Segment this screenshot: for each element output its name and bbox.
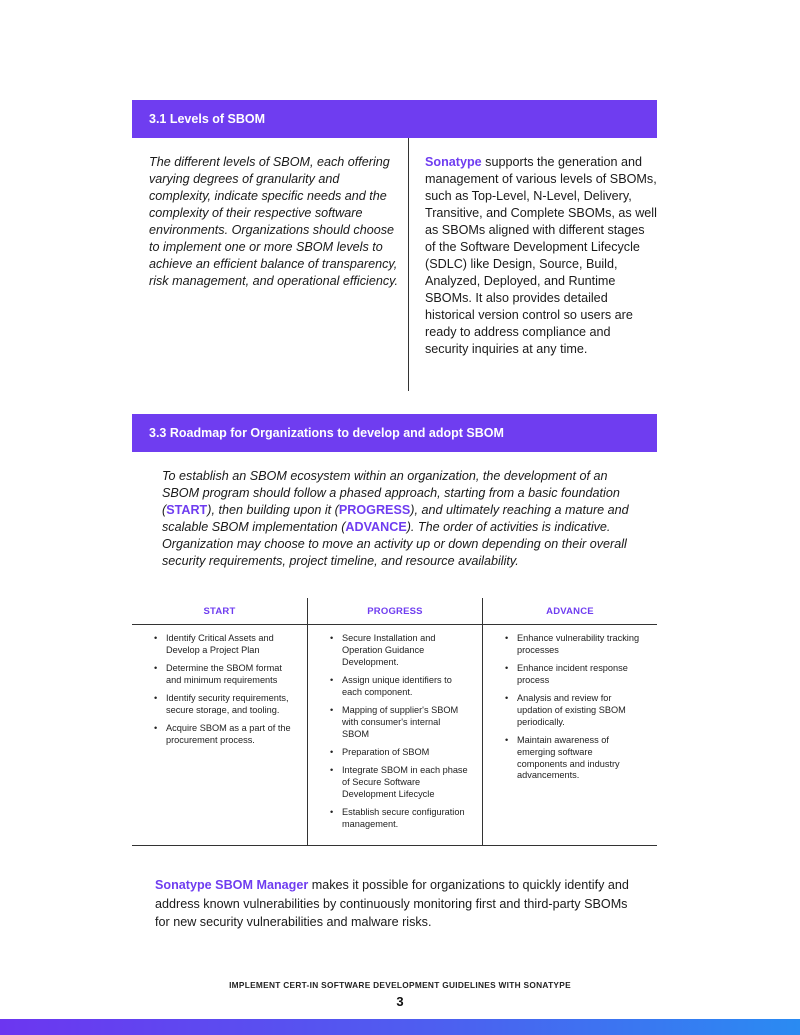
activity-list [308, 625, 482, 831]
product-name: Sonatype SBOM Manager [155, 878, 309, 892]
section-title: 3.3 Roadmap for Organizations to develop and adopt SBOM [149, 426, 504, 440]
list-item: • Determine the SBOM format and minimum requirements [154, 663, 293, 687]
intro-text: ), and ultimately reaching a mature and scalable SBOM implementation ( [162, 503, 629, 534]
levels-description: The different levels of SBOM, each offering varying degrees of granularity and complexity, indicate specific needs and the complexity of their respective software environments. Organizations should choose to implement one or more SBOM levels to achieve an efficient balance of transparency, risk management, and operational efficiency. [149, 155, 398, 288]
roadmap-table [132, 598, 657, 846]
list-item: • Identify security requirements, secure storage, and tooling. [154, 693, 293, 717]
column-heading: ADVANCE [483, 598, 657, 625]
roadmap-column-advance [482, 598, 657, 845]
brand-name: Sonatype [425, 155, 482, 169]
list-item: • Analysis and review for updation of existing SBOM periodically. [505, 693, 643, 728]
page-number: 3 [396, 994, 404, 1009]
keyword-progress: PROGRESS [338, 503, 411, 517]
list-item: • Assign unique identifiers to each component. [330, 675, 468, 699]
intro-text: ). The order of activities is indicative. Organization may choose to move an activity up or down depending on their overall security requirements, project timeline, and resource availability. [162, 520, 627, 568]
sbom-manager-paragraph [155, 876, 645, 932]
list-item: • Mapping of supplier's SBOM with consumer's internal SBOM [330, 705, 468, 740]
list-item: • Acquire SBOM as a part of the procurement process. [154, 723, 293, 747]
roadmap-intro [162, 468, 642, 570]
list-item: • Establish secure configuration management. [330, 807, 468, 831]
closing-text: makes it possible for organizations to quickly identify and address known vulnerabilities by continuously monitoring first and third-party SBOMs for new security vulnerabilities and malware risks. [155, 878, 629, 929]
column-heading: PROGRESS [308, 598, 482, 625]
list-item: • Enhance vulnerability tracking processes [505, 633, 643, 657]
keyword-advance: ADVANCE [345, 520, 407, 534]
keyword-start: START [166, 503, 208, 517]
list-item: • Maintain awareness of emerging software components and industry advancements. [505, 735, 643, 782]
activity-list [483, 625, 657, 782]
list-item: • Enhance incident response process [505, 663, 643, 687]
column-heading: START [132, 598, 307, 625]
list-item: • Integrate SBOM in each phase of Secure Software Development Lifecycle [330, 765, 468, 800]
footer-gradient-bar [0, 1019, 800, 1035]
intro-text: To establish an SBOM ecosystem within an organization, the development of an SBOM program should follow a phased approach, starting from a basic foundation ( [162, 469, 620, 517]
sonatype-support-text: supports the generation and management of various levels of SBOMs, such as Top-Level, N-Level, Delivery, Transitive, and Complete SBOMs, as well as SBOMs aligned with different stages of the Software Development Lifecycle (SDLC) like Design, Source, Build, Analyzed, Deployed, and Runtime SBOMs. It also provides detailed historical version control so users are ready to address compliance and security inquiries at any time. [425, 155, 657, 356]
section-heading-levels-of-sbom [132, 100, 657, 138]
roadmap-column-progress [307, 598, 482, 845]
sonatype-levels-support [425, 154, 657, 358]
activity-list [132, 625, 307, 747]
footer-title: IMPLEMENT CERT-IN SOFTWARE DEVELOPMENT GUIDELINES WITH SONATYPE [229, 980, 571, 990]
column-divider [408, 138, 409, 391]
section-heading-roadmap [132, 414, 657, 452]
list-item: • Secure Installation and Operation Guidance Development. [330, 633, 468, 668]
list-item: • Preparation of SBOM [330, 747, 468, 759]
intro-text: ), then building upon it ( [207, 503, 339, 517]
section-title: 3.1 Levels of SBOM [149, 112, 266, 126]
roadmap-column-start [132, 598, 307, 845]
list-item: • Identify Critical Assets and Develop a Project Plan [154, 633, 293, 657]
